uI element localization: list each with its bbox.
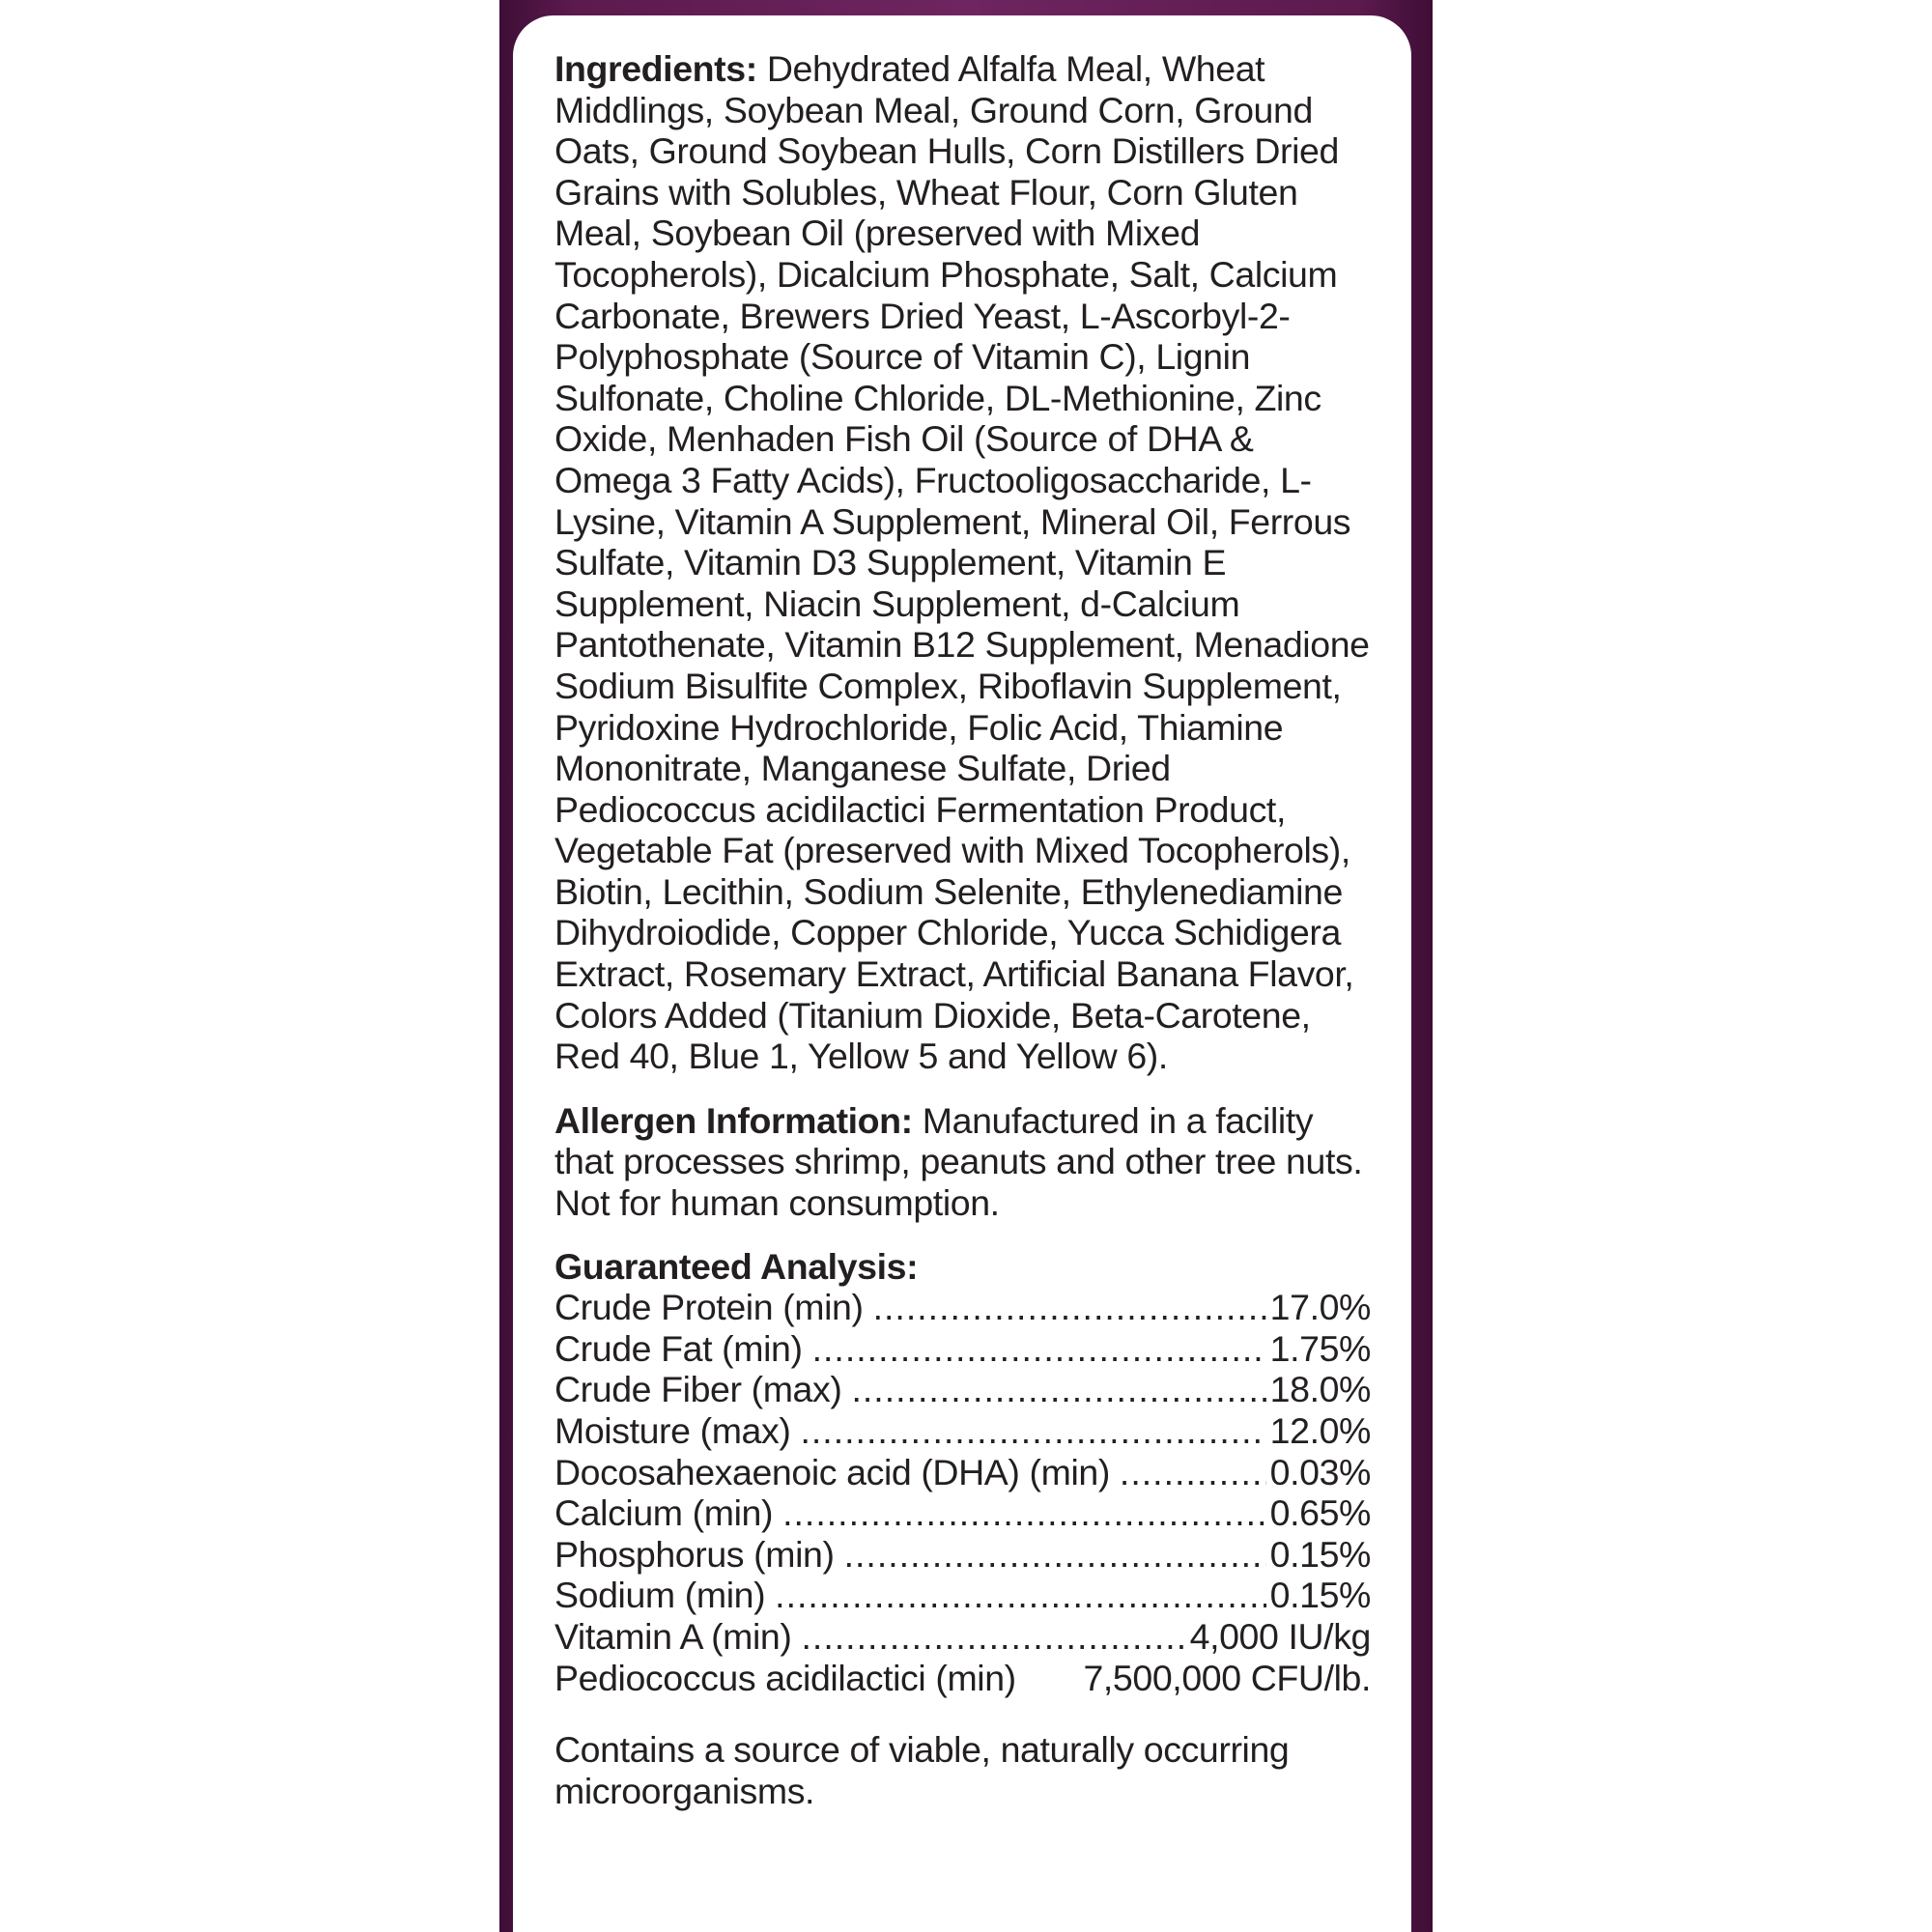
analysis-row-value: 17.0% [1269, 1287, 1371, 1328]
analysis-row [554, 1534, 1371, 1576]
analysis-row-name: Docosahexaenoic acid (DHA) (min) [554, 1451, 1110, 1492]
allergen-text: Manufactured in a facility that processes shrimp, peanuts and other tree nuts. Not for human consumption. [554, 1099, 1363, 1224]
analysis-row-value: 18.0% [1269, 1369, 1371, 1410]
analysis-row [554, 1369, 1371, 1410]
analysis-row [554, 1328, 1371, 1370]
dot-leader [812, 1328, 1266, 1370]
analysis-row-value: 1.75% [1269, 1327, 1371, 1369]
dot-leader [800, 1410, 1265, 1452]
analysis-row-name: Vitamin A (min) [554, 1615, 792, 1657]
analysis-row-name: Sodium (min) [554, 1575, 766, 1616]
analysis-row [554, 1492, 1371, 1534]
analysis-heading: Guaranteed Analysis: [554, 1245, 919, 1287]
analysis-row-name: Pediococcus acidilactici (min) [554, 1657, 1016, 1698]
dot-leader [873, 1287, 1266, 1328]
allergen-section [554, 1100, 1371, 1224]
analysis-row-value: 7,500,000 CFU/lb. [1083, 1657, 1371, 1698]
analysis-row-value: 0.15% [1269, 1533, 1371, 1575]
analysis-row-value: 0.03% [1269, 1451, 1371, 1492]
allergen-label: Allergen Information: [554, 1099, 913, 1141]
analysis-row-name: Phosphorus (min) [554, 1533, 835, 1575]
ingredients-label: Ingredients: [554, 48, 757, 89]
analysis-row-value: 12.0% [1269, 1410, 1371, 1451]
analysis-row [554, 1287, 1371, 1328]
analysis-row-name: Crude Fat (min) [554, 1327, 803, 1369]
analysis-section [554, 1246, 1371, 1699]
analysis-row [554, 1575, 1371, 1616]
analysis-row-value: 0.65% [1269, 1492, 1371, 1534]
dot-leader [775, 1575, 1265, 1616]
analysis-row-name: Calcium (min) [554, 1492, 774, 1534]
microorganism-note: Contains a source of viable, naturally occurring microorganisms. [554, 1729, 1290, 1811]
ingredients-section [554, 48, 1371, 1077]
dot-leader [801, 1616, 1185, 1658]
analysis-row-name: Crude Protein (min) [554, 1287, 864, 1328]
analysis-row [554, 1616, 1371, 1658]
analysis-row [554, 1658, 1371, 1699]
analysis-row-value: 4,000 IU/kg [1189, 1615, 1371, 1657]
dot-leader [844, 1534, 1266, 1576]
analysis-row [554, 1452, 1371, 1493]
dot-leader [851, 1369, 1265, 1410]
ingredients-text: Dehydrated Alfalfa Meal, Wheat Middlings, Soybean Meal, Ground Corn, Ground Oats, Ground Soybean Hulls, Corn Distillers Dried Grains with Solubles, Wheat Flour, Corn Gluten Meal, Soybean Oil (preserved with Mixed Tocopherols), Dicalcium Phosphate, Salt, Calcium Carbonate, Brewers Dried Yeast, L-Ascorbyl-2-Polyphosphate (Source of Vitamin C), Lignin Sulfonate, Choline Chloride, DL-Methionine, Zinc Oxide, Menhaden Fish Oil (Source of DHA & Omega 3 Fatty Acids), Fructooligosaccharide, L-Lysine, Vitamin A Supplement, Mineral Oil, Ferrous Sulfate, Vitamin D3 Supplement, Vitamin E Supplement, Niacin Supplement, d-Calcium Pantothenate, Vitamin B12 Supplement, Menadione Sodium Bisulfite Complex, Riboflavin Supplement, Pyridoxine Hydrochloride, Folic Acid, Thiamine Mononitrate, Manganese Sulfate, Dried Pediococcus acidilactici Fermentation Product, Vegetable Fat (preserved with Mixed Tocopherols), Biotin, Lecithin, Sodium Selenite, Ethylenediamine Dihydroiodide, Copper Chloride, Yucca Schidigera Extract, Rosemary Extract, Artificial Banana Flavor, Colors Added (Titanium Dioxide, Beta-Carotene, Red 40, Blue 1, Yellow 5 and Yellow 6). [554, 48, 1370, 1077]
label-panel [513, 15, 1411, 1932]
analysis-table [554, 1287, 1371, 1698]
analysis-row-name: Moisture (max) [554, 1410, 791, 1451]
analysis-row-value: 0.15% [1269, 1575, 1371, 1616]
analysis-row-name: Crude Fiber (max) [554, 1369, 842, 1410]
dot-leader [782, 1492, 1266, 1534]
analysis-row [554, 1410, 1371, 1452]
dot-leader [1120, 1452, 1266, 1493]
